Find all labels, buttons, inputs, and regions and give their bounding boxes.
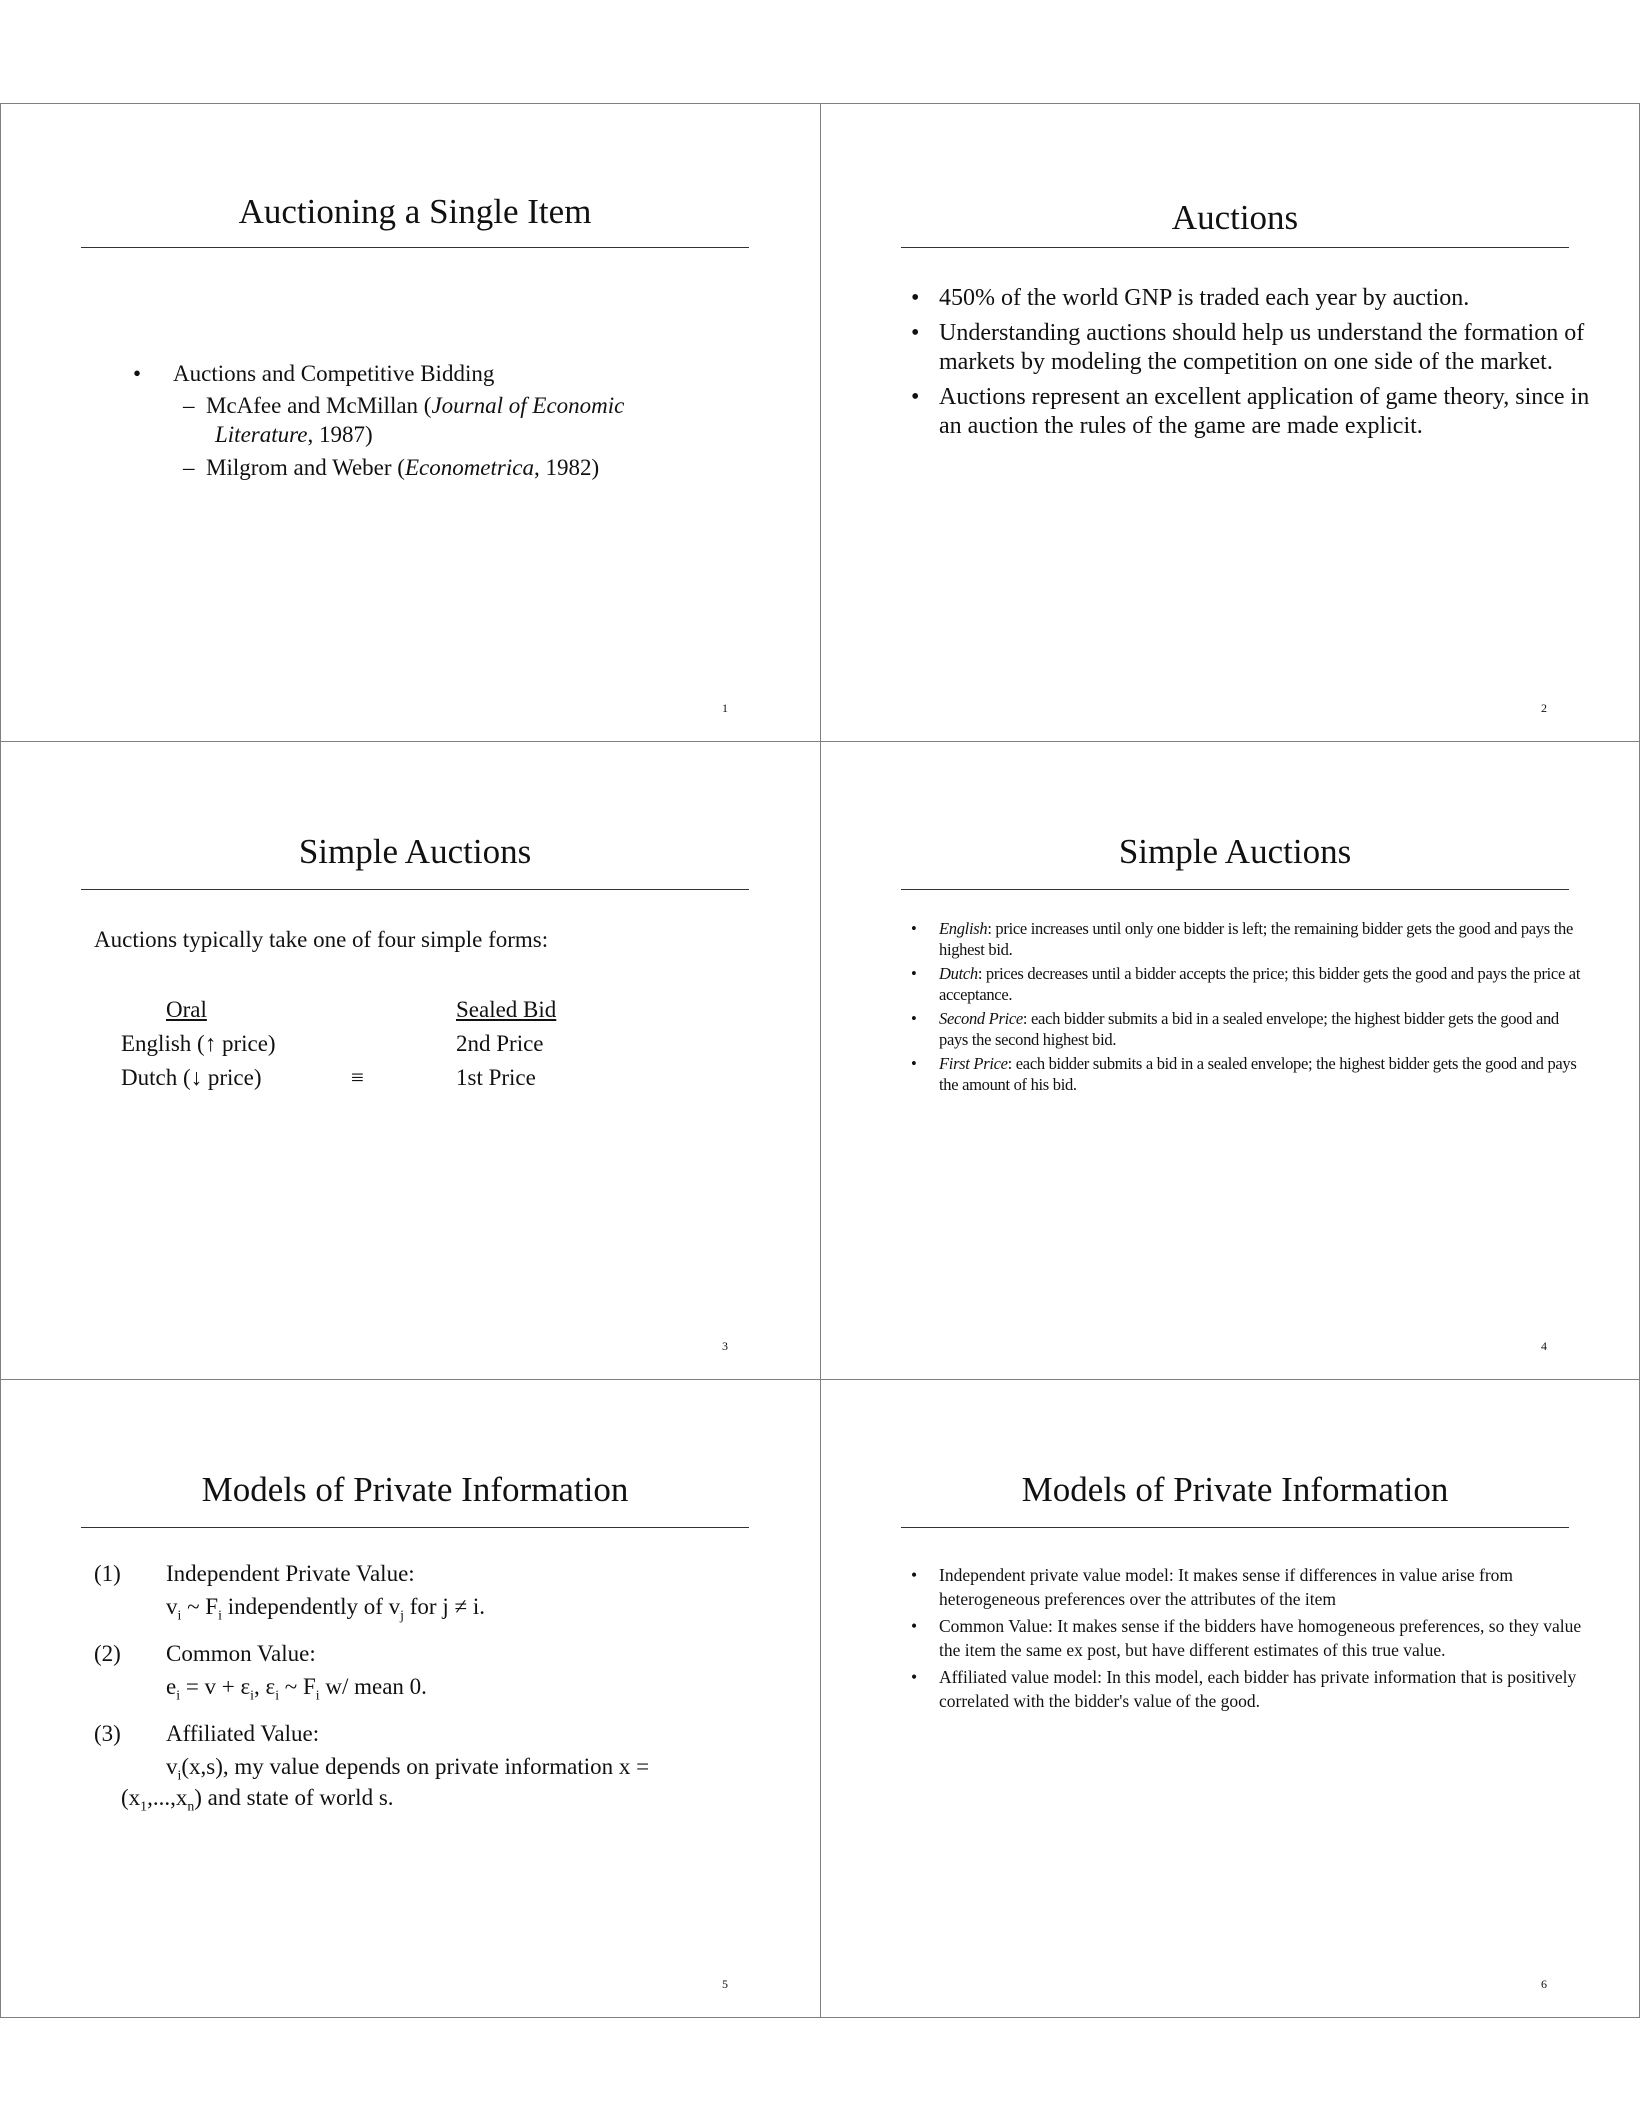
bullet-text: Understanding auctions should help us understand the formation of markets by modeling the competition on one side of the market. bbox=[939, 320, 1585, 375]
bullet-text: : each bidder submits a bid in a sealed envelope; the highest bidder gets the good and pays the amount of his bid. bbox=[939, 1054, 1577, 1094]
bullet-text: Auctions represent an excellent application of game theory, since in an auction the rules of the game are made explicit. bbox=[939, 384, 1590, 439]
bullet-dot: • bbox=[911, 1616, 918, 1636]
bullet-dot: • bbox=[911, 964, 917, 983]
slide-handout-grid bbox=[0, 103, 1640, 2017]
bullet-item bbox=[911, 1008, 1591, 1050]
equivalence-symbol: ≡ bbox=[351, 1065, 364, 1090]
bullet-item bbox=[911, 284, 1591, 313]
bullet-dot: • bbox=[911, 1054, 917, 1073]
model-number: (2) bbox=[94, 1641, 121, 1666]
bullet-text: : each bidder submits a bid in a sealed envelope; the highest bidder gets the good and pays the second highest bid. bbox=[939, 1009, 1559, 1049]
slide-number: 1 bbox=[722, 701, 728, 715]
dash: – bbox=[183, 455, 195, 480]
title-rule bbox=[901, 1527, 1569, 1528]
slide-5 bbox=[0, 1379, 821, 2018]
bullet-text: Common Value: It makes sense if the bidders have homogeneous preferences, so they value the item the same ex post, but have different estimates of this true value. bbox=[939, 1616, 1582, 1660]
auction-type-term: Dutch bbox=[939, 964, 978, 983]
bullet-item bbox=[911, 1665, 1591, 1713]
bullet-dot: • bbox=[911, 384, 920, 410]
model-label: Independent Private Value: bbox=[166, 1561, 415, 1586]
bullet-dot: • bbox=[911, 285, 920, 311]
bullet-list bbox=[911, 918, 1591, 1098]
bullet-list bbox=[911, 1563, 1591, 1716]
model-number: (1) bbox=[94, 1561, 121, 1586]
title-rule bbox=[81, 247, 749, 248]
bullet-item bbox=[911, 1563, 1591, 1611]
reference-journal: Econometrica bbox=[404, 455, 534, 480]
auction-type-term: English bbox=[939, 919, 988, 938]
column-header-sealed-bid: Sealed Bid bbox=[456, 997, 557, 1022]
slide-number: 5 bbox=[722, 1977, 728, 1991]
bullet-item bbox=[911, 918, 1591, 960]
bullet-dot: • bbox=[911, 1667, 918, 1687]
reference-authors: Milgrom and Weber ( bbox=[206, 455, 405, 480]
dash: – bbox=[183, 393, 195, 418]
title-rule bbox=[81, 889, 749, 890]
slide-title: Models of Private Information bbox=[1021, 1470, 1449, 1509]
model-formula-continued: $(x_1,...,x_n)$ and state of world s. bbox=[121, 1785, 394, 1814]
slide-6 bbox=[820, 1379, 1640, 2018]
auction-type-term: Second Price bbox=[939, 1009, 1023, 1028]
bullet-text: Affiliated value model: In this model, each bidder has private information that is positively correlated with the bidder's value of the good. bbox=[939, 1667, 1577, 1711]
bullet-dot: • bbox=[911, 1009, 917, 1028]
slide-number: 6 bbox=[1541, 1977, 1547, 1991]
row-english: English (↑ price) bbox=[121, 1031, 276, 1056]
slide-3 bbox=[0, 741, 821, 1380]
model-formula: $v_i(x,s)$, my value depends on private information x = bbox=[166, 1754, 650, 1783]
bullet-item bbox=[911, 963, 1591, 1005]
slide-title: Auctioning a Single Item bbox=[238, 192, 592, 231]
bullet-text: : prices decreases until a bidder accepts the price; this bidder gets the good and pays the price at acceptance. bbox=[939, 964, 1581, 1004]
reference-journal: Journal of Economic Literature bbox=[215, 393, 625, 447]
bullet-list bbox=[911, 284, 1591, 447]
slide-title: Simple Auctions bbox=[298, 832, 532, 871]
bullet-text: Independent private value model: It makes sense if differences in value arise from heterogeneous preferences over the attributes of the item bbox=[939, 1565, 1514, 1609]
reference-year: , 1982) bbox=[533, 455, 600, 480]
model-label: Affiliated Value: bbox=[166, 1721, 320, 1746]
reference-item bbox=[173, 453, 693, 482]
bullet-item bbox=[911, 1053, 1591, 1095]
bullet-text: Auctions and Competitive Bidding bbox=[173, 361, 495, 386]
title-rule bbox=[901, 247, 1569, 248]
bullet-text: 450% of the world GNP is traded each year by auction. bbox=[939, 285, 1470, 311]
bullet-item bbox=[911, 383, 1591, 441]
bullet-dot: • bbox=[911, 919, 917, 938]
title-rule bbox=[901, 889, 1569, 890]
intro-text: Auctions typically take one of four simple forms: bbox=[94, 927, 549, 952]
title-rule bbox=[81, 1527, 749, 1528]
model-formula: $e_i = v + \varepsilon_i$, $\varepsilon_i$ ~ $F_i$ w/ mean 0. bbox=[166, 1674, 427, 1703]
bullet-item bbox=[911, 1614, 1591, 1662]
column-header-oral: Oral bbox=[166, 997, 207, 1022]
row-second-price: 2nd Price bbox=[456, 1031, 544, 1056]
auction-type-term: First Price bbox=[939, 1054, 1008, 1073]
slide-number: 2 bbox=[1541, 701, 1547, 715]
model-description: , my value depends on private information x = bbox=[222, 1754, 650, 1779]
slide-number: 3 bbox=[722, 1339, 728, 1353]
bullet-item bbox=[133, 359, 693, 388]
bullet-dot: • bbox=[133, 361, 142, 386]
row-dutch: Dutch (↓ price) bbox=[121, 1065, 262, 1090]
row-first-price: 1st Price bbox=[456, 1065, 536, 1090]
slide-number: 4 bbox=[1541, 1339, 1547, 1353]
slide-title: Simple Auctions bbox=[1118, 832, 1352, 871]
slide-body bbox=[133, 359, 693, 482]
reference-authors: McAfee and McMillan ( bbox=[206, 393, 432, 418]
slide-1 bbox=[0, 103, 821, 742]
bullet-text: : price increases until only one bidder is left; the remaining bidder gets the good and pays the highest bid. bbox=[939, 919, 1573, 959]
bullet-dot: • bbox=[911, 1565, 918, 1585]
bullet-dot: • bbox=[911, 320, 920, 346]
model-formula: $v_i$ ~ $F_i$ independently of $v_j$ for j ≠ i. bbox=[166, 1594, 485, 1623]
model-label: Common Value: bbox=[166, 1641, 316, 1666]
slide-title: Auctions bbox=[1171, 198, 1299, 237]
reference-year: , 1987) bbox=[307, 422, 373, 447]
slide-4 bbox=[820, 741, 1640, 1380]
slide-2 bbox=[820, 103, 1640, 742]
bullet-item bbox=[911, 319, 1591, 377]
reference-item bbox=[173, 391, 693, 449]
model-number: (3) bbox=[94, 1721, 121, 1746]
slide-title: Models of Private Information bbox=[201, 1470, 629, 1509]
